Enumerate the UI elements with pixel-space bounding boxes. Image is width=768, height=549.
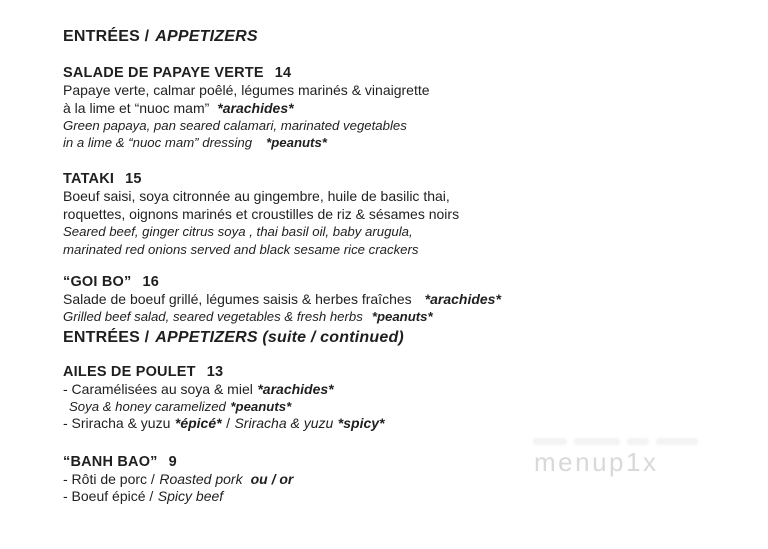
desc-text: Grilled beef salad, seared vegetables & fresh herbs — [63, 309, 363, 325]
item-name: TATAKI — [63, 171, 115, 188]
desc-text: - Rôti de porc / — [63, 470, 155, 487]
item-name-line — [63, 453, 563, 471]
section-heading-fr: ENTRÉES / — [63, 328, 150, 346]
item-desc-en: Seared beef, ginger citrus soya , thai basil oil, baby arugula, — [63, 224, 413, 240]
item-option-line — [63, 488, 563, 506]
section-heading-en: APPETIZERS — [155, 28, 258, 45]
desc-text: à la lime et “nuoc mam” — [63, 99, 210, 116]
item-name-line — [63, 363, 563, 381]
allergen-tag: *arachides* — [257, 380, 334, 397]
item-name-line — [63, 273, 563, 291]
desc-text: Soya & honey caramelized — [69, 399, 226, 415]
menupix-watermark: menup1x — [534, 447, 659, 477]
or-label: ou / or — [250, 470, 294, 487]
desc-text: in a lime & “nuoc mam” dressing — [63, 135, 253, 151]
item-desc-en: marinated red onions served and black sesame rice crackers — [63, 241, 419, 257]
item-name-line — [63, 64, 563, 82]
section-heading-appetizers — [63, 27, 563, 46]
section-heading-appetizers-continued — [63, 328, 563, 347]
allergen-tag: *épicé* — [174, 415, 222, 432]
item-price: 15 — [125, 171, 142, 188]
item-desc-en — [63, 134, 563, 151]
menu-item-banh-bao — [63, 453, 563, 506]
item-desc-fr — [63, 381, 563, 399]
item-option-line — [63, 471, 563, 489]
menu-item-goi-bo — [63, 273, 563, 326]
allergen-tag: *spicy* — [337, 415, 385, 432]
faint-watermark-line — [533, 438, 698, 446]
item-name-line — [63, 170, 563, 188]
item-desc-fr: Boeuf saisi, soya citronnée au gingembre, huile de basilic thai, — [63, 188, 450, 205]
allergen-tag: *arachides* — [424, 290, 501, 307]
item-name: “GOI BO” — [63, 273, 132, 290]
item-desc-fr — [63, 291, 563, 309]
menu-item-ailes-de-poulet — [63, 363, 563, 433]
item-price: 16 — [142, 273, 159, 290]
desc-text: - Caramélisées au soya & miel — [63, 380, 253, 397]
item-price: 14 — [274, 65, 292, 81]
item-price: 13 — [206, 363, 224, 380]
item-desc-fr — [63, 100, 563, 118]
desc-text-en: Sriracha & yuzu — [234, 415, 334, 432]
menu-item-salade-papaye — [63, 64, 563, 151]
allergen-tag: *peanuts* — [266, 135, 327, 151]
item-desc-en: Green papaya, pan seared calamari, marinated vegetables — [63, 118, 407, 133]
item-name: SALADE DE PAPAYE VERTE — [63, 65, 264, 81]
desc-text-en: Roasted pork — [159, 470, 243, 487]
item-name: “BANH BAO” — [63, 453, 158, 470]
desc-text: Salade de boeuf grillé, légumes saisis & herbes fraîches — [63, 290, 412, 307]
item-price: 9 — [168, 453, 177, 470]
allergen-tag: *peanuts* — [230, 399, 292, 415]
section-heading-fr: ENTRÉES / — [63, 28, 150, 45]
item-desc-fr: roquettes, oignons marinés et croustilles de riz & sésames noirs — [63, 205, 460, 222]
desc-text: - Sriracha & yuzu — [63, 415, 171, 432]
menu-page — [63, 27, 563, 506]
item-name: AILES DE POULET — [63, 363, 196, 380]
item-desc-en — [63, 308, 563, 325]
desc-text-en: Spicy beef — [157, 488, 224, 505]
item-desc-fr — [63, 415, 563, 433]
item-desc-fr: Papaye verte, calmar poêlé, légumes marinés & vinaigrette — [63, 82, 430, 98]
allergen-tag: *peanuts* — [371, 309, 433, 325]
section-heading-en: APPETIZERS (suite / continued) — [155, 328, 404, 346]
allergen-tag: *arachides* — [217, 99, 294, 116]
item-desc-en — [63, 398, 563, 415]
separator-slash: / — [226, 415, 230, 432]
desc-text: - Boeuf épicé / — [63, 488, 154, 505]
menu-item-tataki — [63, 170, 563, 257]
